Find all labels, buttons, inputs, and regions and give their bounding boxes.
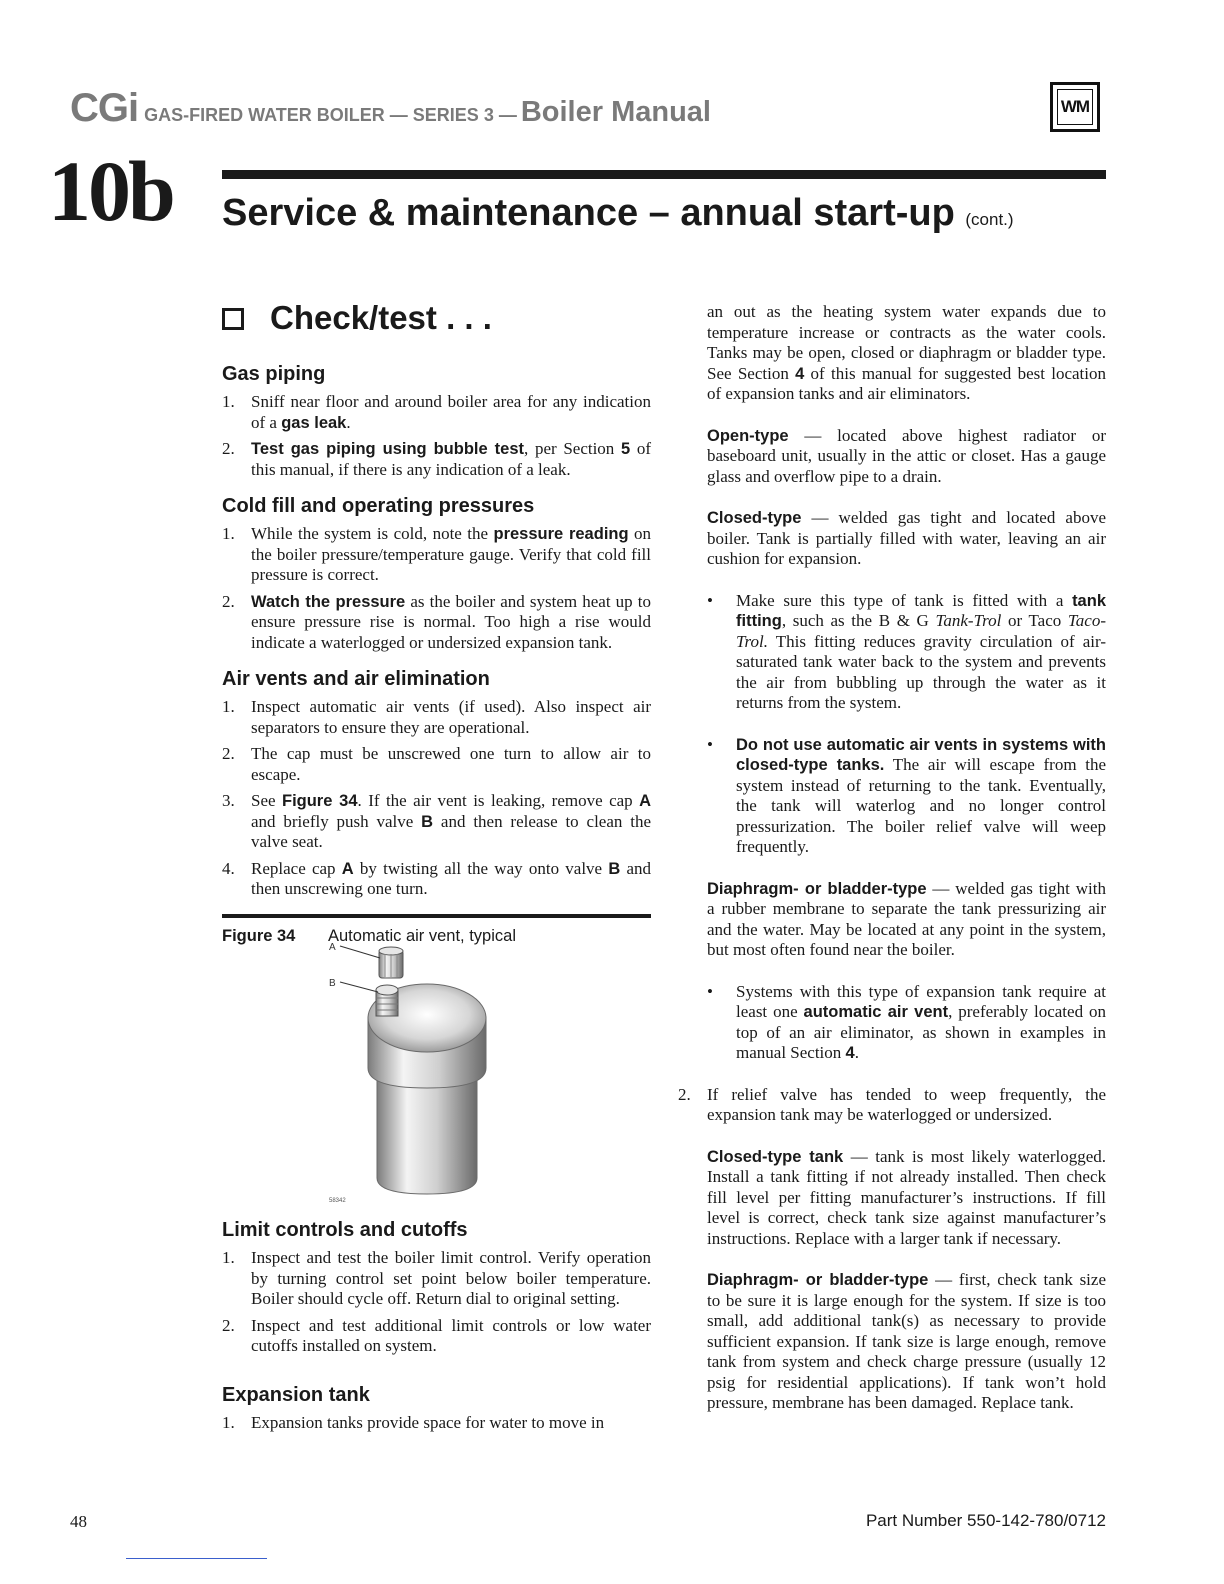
list-item: 2. Watch the pressure as the boiler and system heat up to ensure pressure rise is normal. Too high a rise would indicate a waterlogged or undersized expansion tank. — [222, 591, 651, 652]
section-title-text: Service & maintenance – annual start-up — [222, 192, 955, 234]
company-logo — [1050, 82, 1100, 132]
check-test-text: Check/test . . . — [270, 299, 492, 336]
page-header — [70, 86, 711, 131]
limit-controls-list — [222, 1248, 651, 1357]
list-item: 2. Test gas piping using bubble test, per Section 5 of this manual, if there is any indication of a leak. — [222, 439, 651, 479]
closed-type-tank-paragraph: Closed-type tank — tank is most likely waterlogged. Install a tank fitting if not already installed. Then check fill level per fitting manufacturer’s instructions. If fill level is correct, check tank size against manufacturer’s instructions. Replace with a larger tank if necessary. — [707, 1146, 1106, 1248]
figure-caption-text: Automatic air vent, typical — [328, 926, 516, 945]
cold-fill-list — [222, 524, 651, 653]
label-b: B — [329, 978, 336, 989]
label-a: A — [329, 942, 336, 953]
list-item: 1. While the system is cold, note the pressure reading on the boiler pressure/temperature gauge. Verify that cold fill pressure is correct. — [222, 524, 651, 584]
list-item: 1. Inspect automatic air vents (if used). Also inspect air separators to ensure they are operational. — [222, 697, 651, 737]
section-title — [222, 192, 1014, 235]
brand-name: CGi — [70, 86, 139, 130]
list-item: 2. Inspect and test additional limit controls or low water cutoffs installed on system. — [222, 1315, 651, 1355]
figure-34 — [222, 914, 651, 1205]
diaphragm-type-paragraph: Diaphragm- or bladder-type — welded gas tight with a rubber membrane to separate the tank pressurizing air and the water. May be located at any point in the system, but most often found near the boiler. — [707, 878, 1106, 959]
left-column — [222, 298, 651, 1447]
gas-piping-heading: Gas piping — [222, 363, 326, 385]
list-item: 2. The cap must be unscrewed one turn to allow air to escape. — [222, 744, 651, 784]
check-test-heading — [222, 298, 651, 338]
checkbox-icon — [222, 308, 244, 330]
cold-fill-heading: Cold fill and operating pressures — [222, 495, 535, 517]
list-item: 4. Replace cap A by twisting all the way onto valve B and then unscrewing one turn. — [222, 858, 651, 898]
expansion-intro: an out as the heating system water expands due to temperature increase or contracts as the water cools. Tanks may be open, closed or diaphragm or bladder type. See Section 4 of this manual for suggested best location of expansion tanks and air eliminators. — [707, 302, 1106, 403]
section-number: 10b — [48, 143, 173, 239]
list-item: 1. Expansion tanks provide space for water to move in — [222, 1412, 605, 1432]
footer-rule — [126, 1558, 267, 1559]
air-vents-heading: Air vents and air elimination — [222, 668, 490, 690]
section-rule — [222, 170, 1106, 179]
vent-body — [377, 1076, 477, 1194]
figure-caption — [222, 926, 651, 947]
series-label: GAS-FIRED WATER BOILER — SERIES 3 — — [144, 105, 517, 125]
closed-type-paragraph: Closed-type — welded gas tight and located above boiler. Tank is partially filled with water, leaving an air cushion for expansion. — [707, 508, 1106, 568]
diaphragm-type-check-paragraph: Diaphragm- or bladder-type — first, check tank size to be sure it is large enough for the system. If size is too small, add additional tank(s) as necessary to provide sufficient expansion. If tank size is large enough, remove tank from system and check charge pressure (usually 12 psig for residential applications). If tank won’t hold pressure, membrane has been damaged. Replace tank. — [707, 1270, 1106, 1412]
figure-code: 58342 — [329, 1198, 346, 1204]
list-item: 1. Inspect and test the boiler limit control. Verify operation by turning control set point below boiler temperature. Boiler should cycle off. Return dial to original setting. — [222, 1248, 651, 1308]
logo-text: WM — [1060, 97, 1090, 116]
section-cont: (cont.) — [965, 210, 1014, 229]
closed-type-bullets — [707, 591, 1106, 858]
figure-label: Figure 34 — [222, 926, 296, 945]
page-number: 48 — [70, 1512, 87, 1531]
list-item: 3. See Figure 34. If the air vent is leaking, remove cap A and briefly push valve B and then release to clean the valve seat. — [222, 791, 652, 851]
expansion-tank-list — [222, 1413, 651, 1434]
list-item: • Make sure this type of tank is fitted with a tank fitting, such as the B & G Tank-Trol or Taco Taco-Trol. This fitting reduces gravity circulation of air-saturated tank water back to the system and prevents the air from bubbling up through the water as it returns from the system. — [707, 590, 1106, 712]
air-vents-list — [222, 697, 651, 900]
gas-piping-list — [222, 392, 651, 480]
manual-label: Boiler Manual — [520, 96, 711, 128]
part-number: Part Number 550-142-780/0712 — [865, 1511, 1106, 1530]
air-vent-illustration — [222, 942, 651, 1204]
open-type-paragraph: Open-type — located above highest radiator or baseboard unit, usually in the attic or closet. Has a gauge glass and overflow pipe to a drain. — [707, 425, 1106, 486]
expansion-tank-heading: Expansion tank — [222, 1383, 370, 1406]
diaphragm-type-bullets — [707, 982, 1106, 1064]
list-item: • Systems with this type of expansion tank require at least one automatic air vent, preferably located on top of an air eliminator, as shown in examples in manual Section 4. — [707, 981, 1106, 1062]
right-column — [678, 302, 1106, 1435]
relief-valve-item: 2. If relief valve has tended to weep frequently, the expansion tank may be waterlogged or undersized. — [678, 1084, 1106, 1124]
figure-rule — [222, 914, 651, 918]
list-item: 1. Sniff near floor and around boiler area for any indication of a gas leak. — [222, 392, 651, 432]
limit-controls-heading: Limit controls and cutoffs — [222, 1219, 468, 1241]
list-item: • Do not use automatic air vents in systems with closed-type tanks. The air will escape from the system instead of returning to the tank. Eventually, the tank will waterlog and no longer control pressurization. The boiler relief valve will weep frequently. — [707, 734, 1106, 856]
